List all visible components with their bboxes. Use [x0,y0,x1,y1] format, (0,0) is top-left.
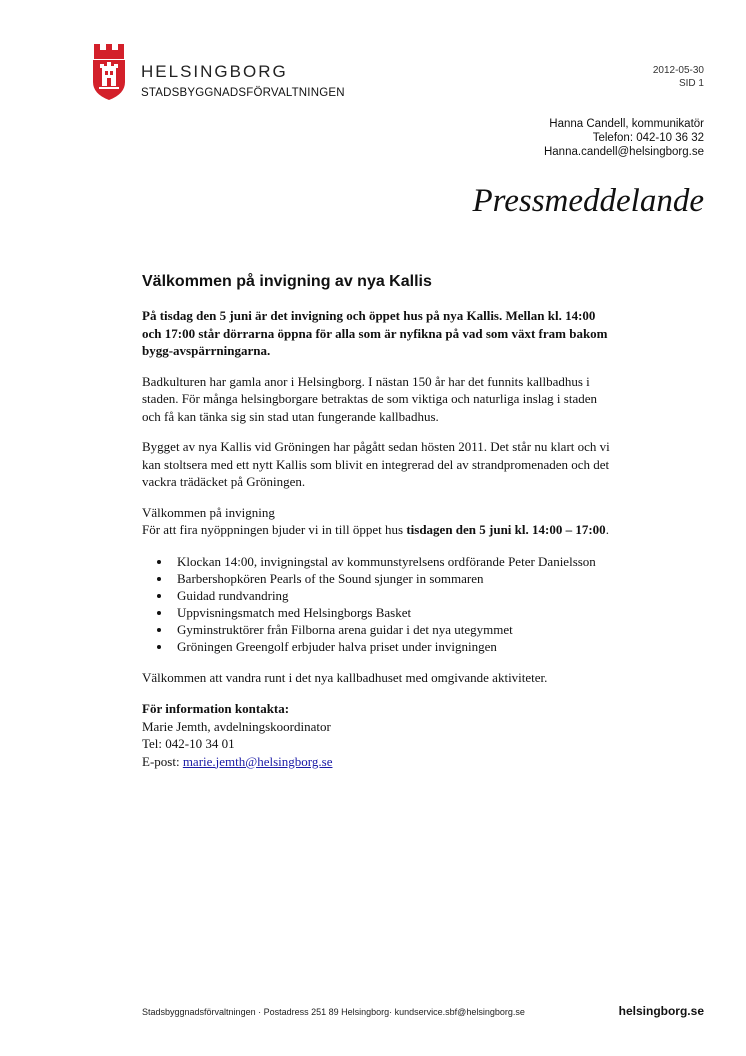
event-list [142,553,612,655]
closing-paragraph: Välkommen att vandra runt i det nya kallbadhuset med omgivande aktiviteter. [142,669,548,685]
info-contact-block [142,700,612,770]
document-meta [653,64,704,90]
department-name: STADSBYGGNADSFÖRVALTNINGEN [141,87,345,99]
info-contact-name: Marie Jemth, avdelningskoordinator [142,718,331,734]
list-item: • Uppvisningsmatch med Helsingborgs Basket [172,604,612,621]
invitation-text: För att fira nyöppningen bjuder vi in till öppet hus [142,522,407,537]
page-number: SID 1 [678,78,704,89]
list-item: • Barbershopkören Pearls of the Sound sjunger in sommaren [172,570,612,587]
invitation-heading: Välkommen på invigning [142,504,275,520]
body-paragraph-history: Badkulturen har gamla anor i Helsingborg. I nästan 150 år har det funnits kallbadhus i staden. För många helsingborgare betraktas de som viktiga och naturliga inslag i staden och få kan tänka sig sin stad utan fungerande kallbadhus. [142,373,598,424]
document-date: 2012-05-30 [652,65,704,76]
info-email-label: E-post: [142,753,183,769]
info-contact-email-row [142,753,612,771]
info-heading: För information kontakta: [142,701,290,716]
press-contact [544,117,704,159]
brand-name: HELSINGBORG [141,62,288,81]
info-contact-phone: Tel: 042-10 34 01 [142,736,235,751]
lead-paragraph: På tisdag den 5 juni är det invigning och öppet hus på nya Kallis. Mellan kl. 14:00 och 17:00 står dörrarna öppna för alla som är nyfikna på vad som växt fram bakom bygg-avspärrningarna. [142,308,608,358]
body-paragraph-construction: Bygget av nya Kallis vid Gröningen har pågått sedan hösten 2011. Det står nu klart och vi kan stoltsera med ett nytt Kallis som blivit en integrerad del av strandpromenaden och det vackra trädäcket på Gröningen. [142,439,610,489]
helsingborg-crest-icon [92,44,126,100]
list-item: • Gröningen Greengolf erbjuder halva priset under invigningen [172,638,612,655]
list-item: • Guidad rundvandring [172,587,612,604]
invitation-time: tisdagen den 5 juni kl. 14:00 – 17:00 [406,522,606,537]
article-body [142,307,612,770]
list-item: • Klockan 14:00, invigningstal av kommunstyrelsens ordförande Peter Danielsson [172,553,612,570]
info-email-link[interactable]: marie.jemth@helsingborg.se [182,753,333,769]
contact-email: Hanna.candell@helsingborg.se [543,146,704,158]
footer-website[interactable]: helsingborg.se [618,1004,704,1018]
invitation-section [142,504,612,539]
contact-name: Hanna Candell, kommunikatör [549,118,704,130]
document-type-title: Pressmeddelande [472,183,704,219]
invitation-text-end: . [605,522,609,537]
page-title: Välkommen på invigning av nya Kallis [142,273,432,290]
footer-address: Stadsbyggnadsförvaltningen · Postadress 251 89 Helsingborg· kundservice.sbf@helsingborg.se [142,1007,525,1017]
contact-phone: Telefon: 042-10 36 32 [592,132,704,144]
list-item: • Gyminstruktörer från Filborna arena guidar i det nya utegymmet [172,621,612,638]
